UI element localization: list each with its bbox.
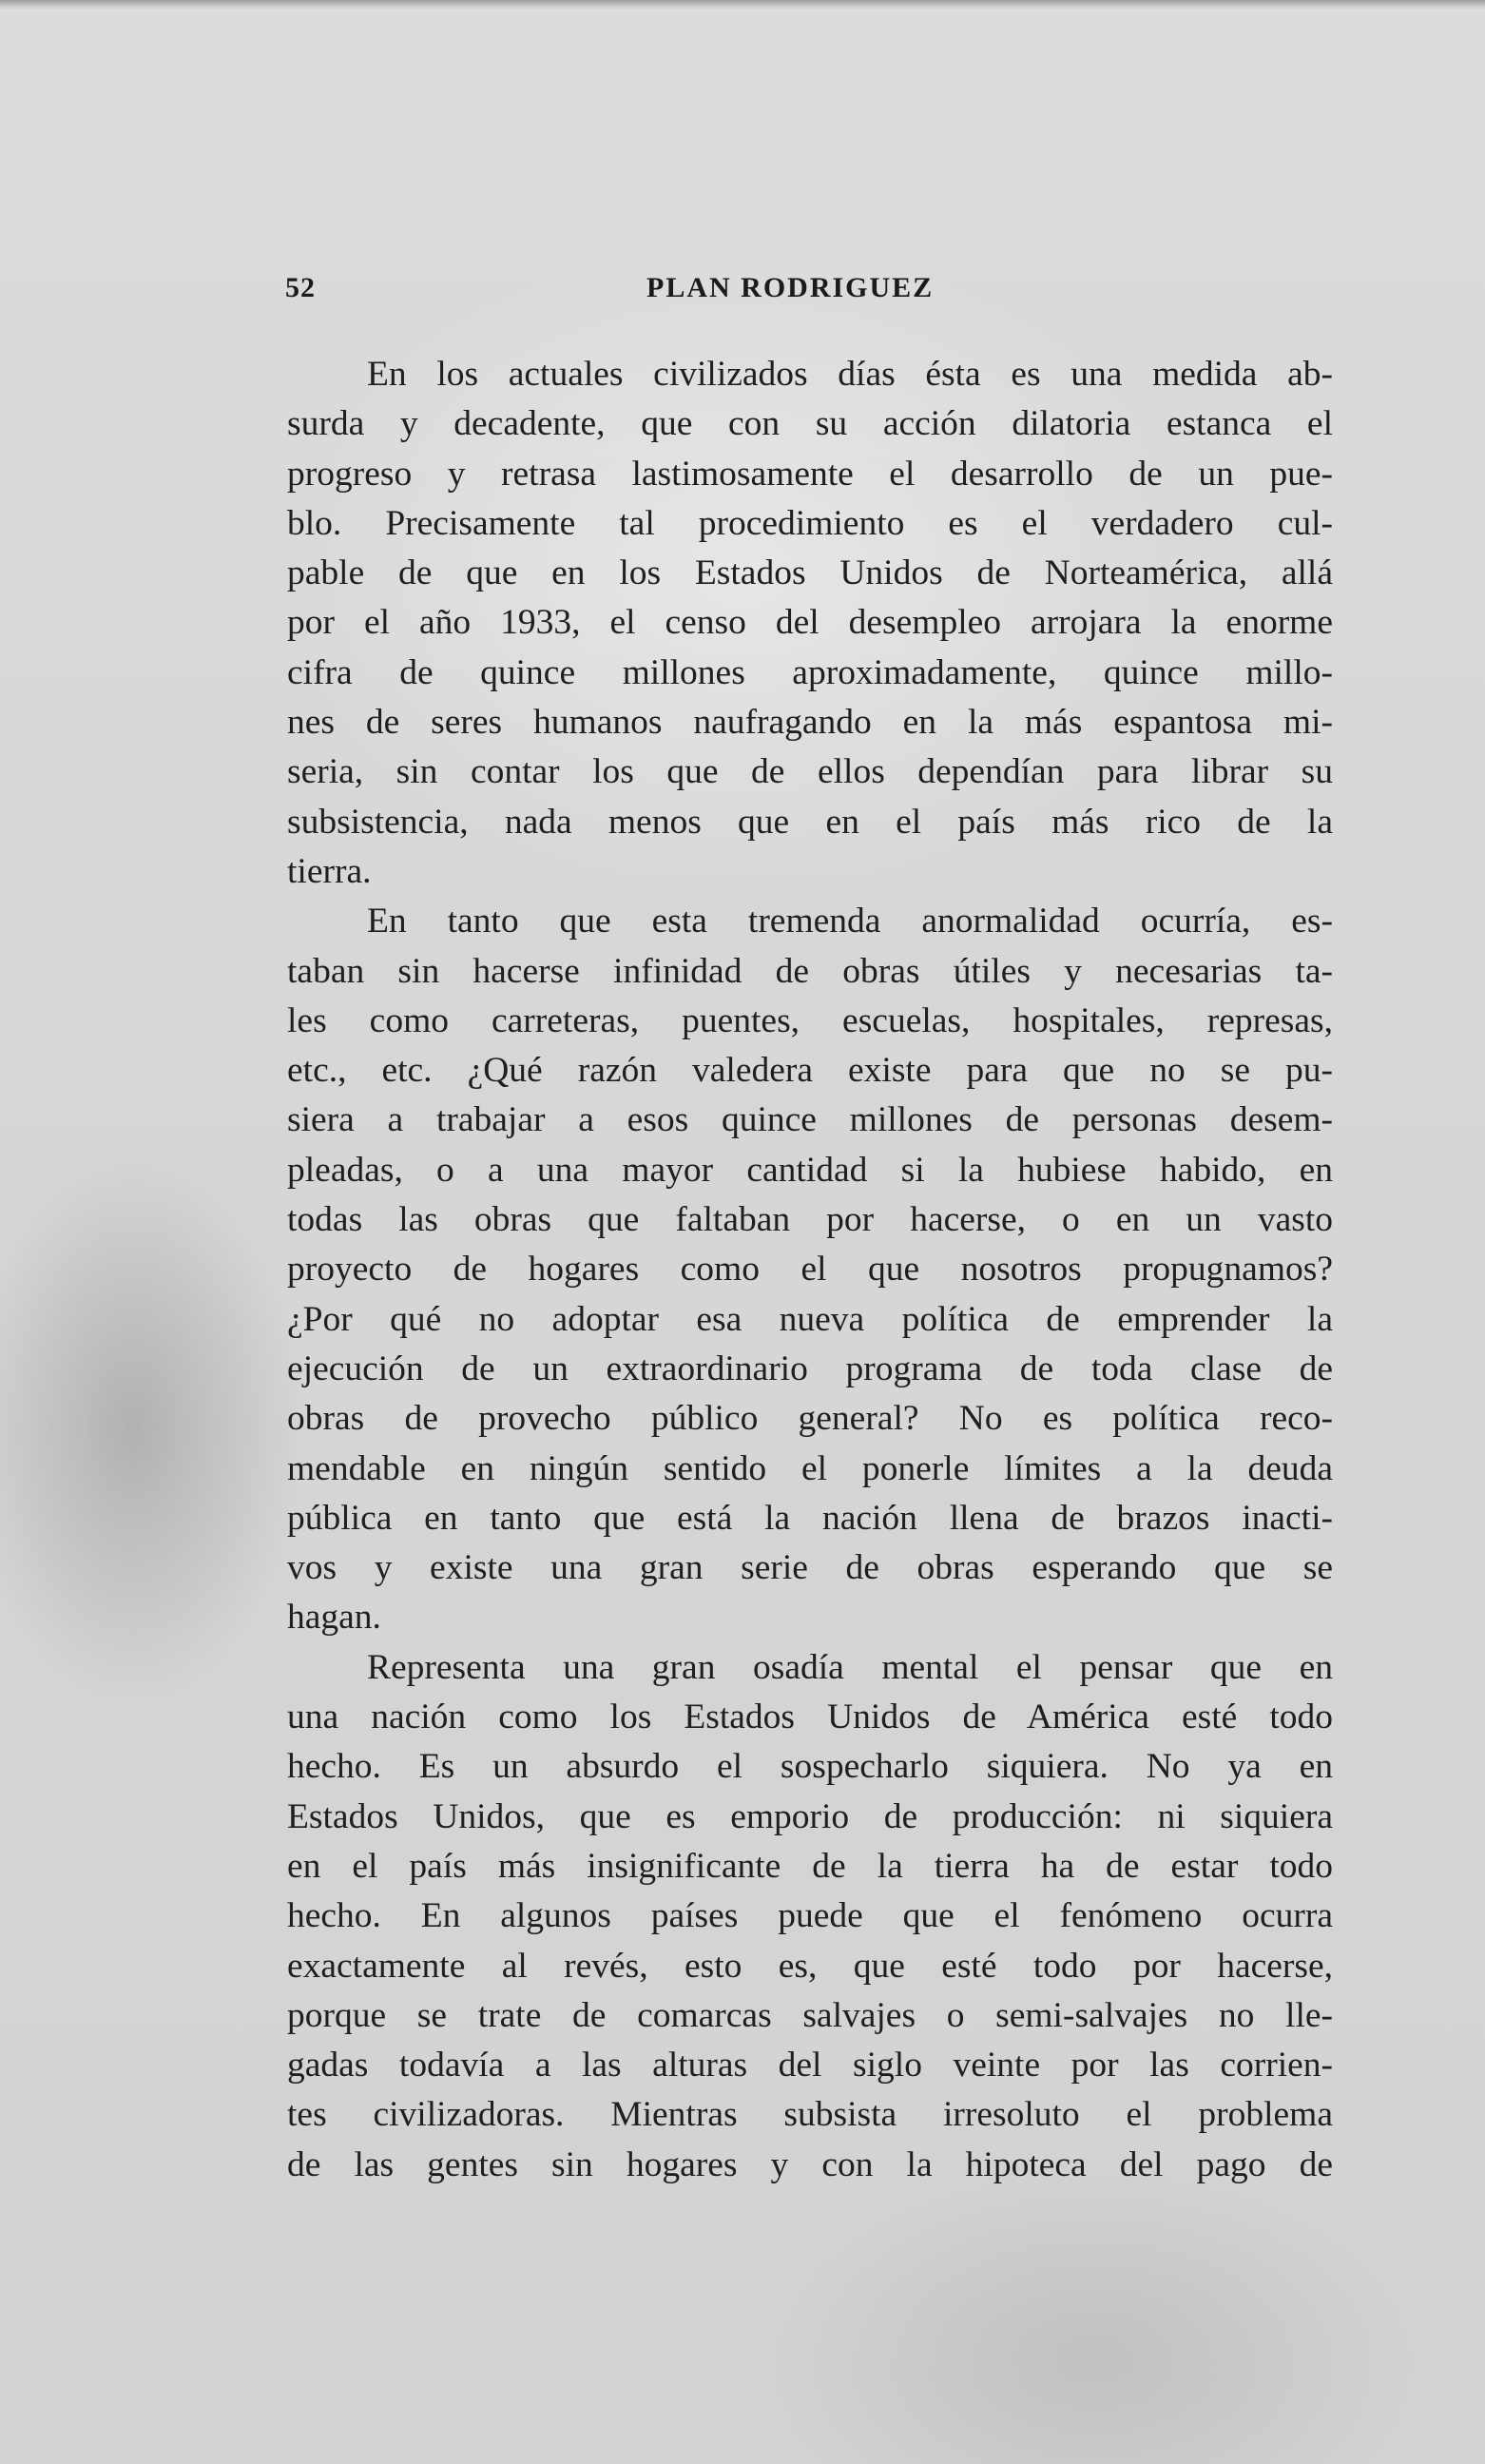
- text-line: hecho. Es un absurdo el sospecharlo siquiera. No ya en: [287, 1747, 1333, 1787]
- page-top-edge: [0, 0, 1485, 10]
- running-title: PLAN RODRIGUEZ: [646, 272, 935, 303]
- text-line: surda y decadente, que con su acción dilatoria estanca el: [287, 404, 1333, 444]
- text-line: progreso y retrasa lastimosamente el desarrollo de un pue-: [287, 454, 1333, 494]
- text-line: siera a trabajar a esos quince millones de personas desem-: [287, 1100, 1333, 1140]
- text-line: En tanto que esta tremenda anormalidad ocurría, es-: [367, 902, 1333, 941]
- text-line: en el país más insignificante de la tierra ha de estar todo: [287, 1846, 1333, 1886]
- text-line: taban sin hacerse infinidad de obras útiles y necesarias ta-: [287, 951, 1333, 991]
- text-line: les como carreteras, puentes, escuelas, hospitales, represas,: [287, 1000, 1333, 1040]
- text-line: blo. Precisamente tal procedimiento es el verdadero cul-: [287, 503, 1333, 543]
- paragraph-1: [287, 350, 1333, 897]
- body-text: [287, 350, 1333, 2190]
- text-line: porque se trate de comarcas salvajes o semi-salvajes no lle-: [287, 1995, 1333, 2035]
- text-line: cifra de quince millones aproximadamente, quince millo-: [287, 652, 1333, 692]
- text-line: Estados Unidos, que es emporio de producción: ni siquiera: [287, 1796, 1333, 1836]
- text-line: ¿Por qué no adoptar esa nueva política de emprender la: [287, 1299, 1333, 1339]
- text-line: subsistencia, nada menos que en el país más rico de la: [287, 802, 1333, 842]
- text-line: gadas todavía a las alturas del siglo veinte por las corrien-: [287, 2046, 1333, 2086]
- text-line: hecho. En algunos países puede que el fenómeno ocurra: [287, 1896, 1333, 1936]
- text-line: obras de provecho público general? No es política reco-: [287, 1399, 1333, 1439]
- text-line: pleadas, o a una mayor cantidad si la hubiese habido, en: [287, 1150, 1333, 1190]
- page-header: [285, 272, 1340, 320]
- text-line: mendable en ningún sentido el ponerle límites a la deuda: [287, 1448, 1333, 1488]
- text-line: hagan.: [287, 1598, 381, 1638]
- text-line: por el año 1933, el censo del desempleo arrojara la enorme: [287, 603, 1333, 643]
- text-line: todas las obras que faltaban por hacerse, o en un vasto: [287, 1200, 1333, 1240]
- text-line: pública en tanto que está la nación llena de brazos inacti-: [287, 1498, 1333, 1538]
- paragraph-2: [287, 897, 1333, 1642]
- text-line: pable de que en los Estados Unidos de Norteamérica, allá: [287, 553, 1333, 593]
- text-line: Representa una gran osadía mental el pensar que en: [367, 1647, 1333, 1687]
- text-line: vos y existe una gran serie de obras esperando que se: [287, 1548, 1333, 1588]
- text-line: exactamente al revés, esto es, que esté todo por hacerse,: [287, 1946, 1333, 1986]
- paragraph-3: [287, 1643, 1333, 2190]
- text-line: proyecto de hogares como el que nosotros propugnamos?: [287, 1250, 1333, 1290]
- text-line: tes civilizadoras. Mientras subsista irresoluto el problema: [287, 2095, 1333, 2135]
- text-line: una nación como los Estados Unidos de América esté todo: [287, 1698, 1333, 1737]
- text-line: etc., etc. ¿Qué razón valedera existe para que no se pu-: [287, 1051, 1333, 1091]
- text-line: seria, sin contar los que de ellos dependían para librar su: [287, 752, 1333, 792]
- text-line: de las gentes sin hogares y con la hipoteca del pago de: [287, 2144, 1333, 2184]
- text-line: ejecución de un extraordinario programa de toda clase de: [287, 1348, 1333, 1388]
- text-line: En los actuales civilizados días ésta es una medida ab-: [367, 355, 1333, 394]
- text-line: tierra.: [287, 851, 372, 891]
- text-line: nes de seres humanos naufragando en la más espantosa mi-: [287, 703, 1333, 743]
- page-number: 52: [285, 272, 316, 303]
